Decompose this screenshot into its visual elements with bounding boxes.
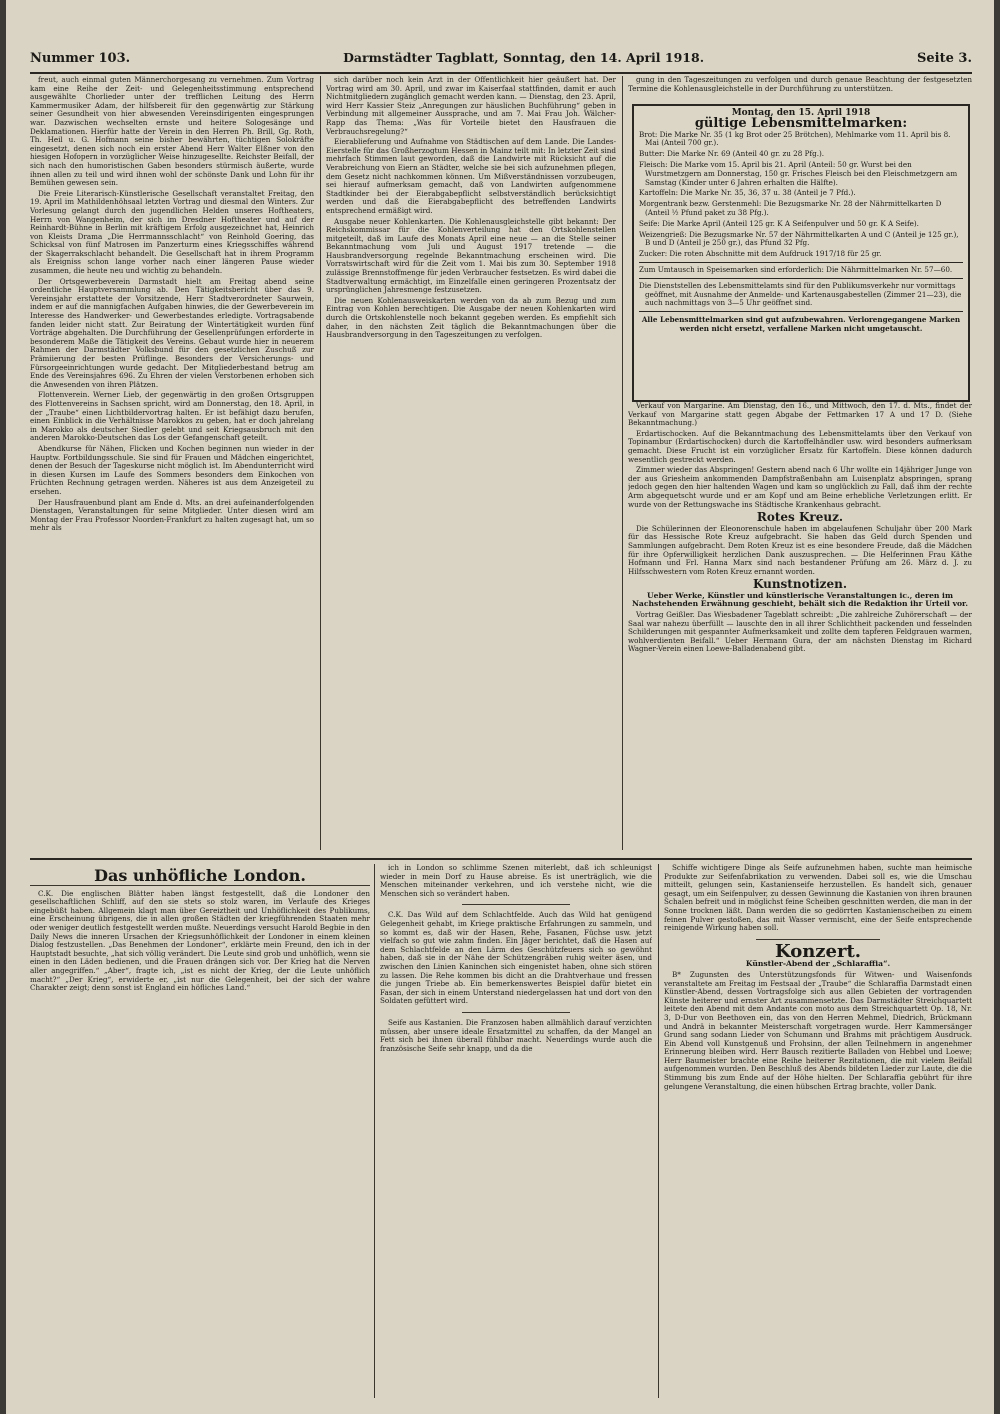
header-rule bbox=[30, 72, 972, 74]
column-divider bbox=[622, 76, 623, 850]
newspaper-page bbox=[6, 0, 994, 1414]
section-rule bbox=[30, 858, 972, 860]
article-paragraph: Vortrag Geißler. Das Wiesbadener Tageblatt schreibt: „Die zahlreiche Zuhörerschaft — der Saal war nahezu überfüllt — lauschte den in all ihrer Schlichtheit packenden und fesselnden Schilderungen mit gespannter Aufmerksamkeit und zollte dem tapferen Feldgrauen warmen, wohlverdienten Beifall.“ Ueber Hermann Gura, der am nächsten Dienstag im Richard Wagner-Verein einen Loewe-Balladenabend gibt. bbox=[628, 610, 972, 654]
article-paragraph: Eierablieferung und Aufnahme von Städtischen auf dem Lande. Die Landes-Eierstelle für das Großherzogtum Hessen in Mainz teilt mit: In letzter Zeit sind mehrfach Stimmen laut geworden, daß die Landwirte mit Rücksicht auf die Verabreichung von Eiern an Städter, welche sie bei sich aufzunehmen pflegen, dem Gesetz nicht nachkommen können. Um Mißverständnissen vorzubeugen, sei hierauf aufmerksam gemacht, daß von Landwirten aufgenommene Stadtkinder bei der Eierabgabepflicht selbstverständlich berücksichtigt werden und daß die Eierabgabepflicht des betreffenden Landwirts entsprechend ermäßigt wird. bbox=[326, 137, 616, 215]
column-3-top bbox=[628, 76, 972, 100]
page-number: Seite 3. bbox=[917, 51, 972, 66]
box-divider bbox=[639, 262, 963, 263]
rotes-kreuz-heading: Rotes Kreuz. bbox=[756, 510, 844, 525]
article-paragraph: freut, auch einmal guten Männerchorgesang zu vernehmen. Zum Vortrag kam eine Reihe der Zeit- und Gelegenheitsstimmung entsprechend ausgewählte Chorlieder unter der trefflichen Leitung des Herrn Kammermusiker Adam, der hilfsbereit für den gegenwärtig zur Stärkung seiner Gesundheit von hier abwesenden Vereinsdirigenten eingesprungen war. Dazwischen wechselten ernste und heitere Sologesänge und Deklamationen. Hierfür hatte der Verein in den Herren Ph. Brill, Gg. Roth, Th. Heil u. G. Hofmann seine bisher bewährten, tüchtigen Solokräfte eingesetzt, denen sich noch ein erster Abend Herr Walter Elßner von den hiesigen Hofopern in vorzüglicher Weise hinzugesellte. Reichster Beifall, der sich nach den humoristischen Gaben besonders stürmisch äußerte, wurde ihnen allen zu teil und wird ihnen wohl der schönste Dank und Lohn für ihr Bemühen gewesen sein. bbox=[30, 76, 314, 188]
coupon-item: Kartoffeln: Die Marke Nr. 35, 36, 37 u. 38 (Anteil je 7 Pfd.). bbox=[639, 188, 856, 198]
article-paragraph: B* Zugunsten des Unterstützungsfonds für Witwen- und Waisenfonds veranstaltete am Freitag im Festsaal der „Traube“ die Schlaraffia Darmstadt einen Künstler-Abend, dessen Vortragsfolge sich aus allen Gebieten der vortragenden Künste heiterer und ernster Art zusammensetzte. Das Darmstädter Streichquartett leitete den Abend mit dem Andante con moto aus dem Streichquartett Op. 18, Nr. 3, D-Dur von Beethoven ein, das von den Herren Mehmel, Diedrich, Brückmann und Andrä in bekannter Meisterschaft vorgetragen wurde. Herr Kammersänger Grund sang sodann Lieder von Schumann und Brahms mit prächtigem Ausdruck. Ein Abend voll Kunstgenuß und Frohsinn, der allen Teilnehmern in angenehmer Erinnerung bleiben wird. Herr Bausch rezitierte Balladen von Hebbel und Loewe; Herr Baumeister brachte eine Reihe heiterer Rezitationen, die mit vielem Beifall aufgenommen wurden. Den Beschluß des Abends bildeten Lieder zur Laute, die die Stimmung bis zum Ende auf der Höhe hielten. Der Schlaraffia gebührt für ihre gelungene Veranstaltung, die einen hübschen Ertrag brachte, voller Dank. bbox=[664, 969, 972, 1091]
article-paragraph: Schiffe wichtigere Dinge als Seife aufzunehmen haben, suchte man heimische Produkte zur Seifenfabrikation zu verwenden. Dabei soll es, wie die Umschau mitteilt, gelungen sein, Kastanienseife herzustellen. Es handelt sich, genauer gesagt, um ein Seifenpulver, zu dessen Gewinnung die Kastanien von ihren braunen Schalen befreit und in möglichst feine Scheiben geschnitten werden, die man in der Sonne trocknen läßt. Dann werden die so gedörrten Kastanienscheiben zu einem feinen Pulver gestoßen, das mit Wasser vermischt, eine der Seife entsprechende reinigende Wirkung haben soll. bbox=[664, 864, 972, 933]
coupon-item: Weizengrieß: Die Bezugsmarke Nr. 57 der Nährmittelkarten A und C (Anteil je 125 gr.), B und D (Anteil je 250 gr.), das Pfund 32 Pfg. bbox=[639, 229, 959, 248]
coupon-item: Morgentrank bezw. Gerstenmehl: Die Bezugsmarke Nr. 28 der Nährmittelkarten D (Anteil ½ Pfund paket zu 38 Pfg.). bbox=[639, 199, 942, 217]
article-paragraph: Der Hausfrauenbund plant am Ende d. Mts. an drei aufeinanderfolgenden Dienstagen, Veranstaltungen für seine Mitglieder. Unter diesen wird am Montag der Frau Professor Noorden-Frankfurt zu halten zugesagt hat, um so mehr als bbox=[30, 497, 314, 533]
london-article bbox=[30, 864, 370, 1398]
konzert-heading: Konzert. bbox=[774, 940, 862, 962]
heading-rule bbox=[30, 885, 370, 886]
short-rule bbox=[756, 939, 879, 940]
column-3 bbox=[628, 402, 972, 850]
box-title: gültige Lebensmittelmarken: bbox=[694, 115, 908, 131]
column-1 bbox=[30, 76, 314, 850]
article-paragraph: ich in London so schlimme Szenen miterlebt, daß ich schleunigst wieder in mein Dorf zu Hause abreise. Es ist unerträglich, wie die Menschen miteinander verkehren, und ich verstehe nicht, wie die Menschen sich so verändert haben. bbox=[380, 864, 652, 898]
article-paragraph: Die Freie Literarisch-Künstlerische Gesellschaft veranstaltet Freitag, den 19. April im Mathildenhöhsaal letzten Vortrag und diesmal den Winters. Zur Vorlesung gelangt durch den jugendlichen Helden unseres Hoftheaters, Herrn von Wangenheim, der sich im Dresdner Hoftheater und auf der Reinhardt-Bühne in Berlin mit kräftigem Erfolg ausgezeichnet hat, Heinrich von Kleists Drama „Die Herrmannsschlacht“ von Reinhold Goering, das Schicksal von fünf Matrosen im Panzerturm eines Kriegsschiffes während der Skagerrakschlacht behandelt. Die Gesellschaft hat in ihrem Programm als Ereigniss schon lange vorher nach einer längeren Pause wieder zusammen, die heute neu und wichtig zu behandeln. bbox=[30, 188, 314, 276]
column-2 bbox=[326, 76, 616, 850]
newspaper-title: Darmstädter Tagblatt, Sonntag, den 14. April 1918. bbox=[343, 50, 705, 65]
coupon-item: Fleisch: Die Marke vom 15. April bis 21. April (Anteil: 50 gr. Wurst bei den Wurstmetzgern am Donnerstag, 150 gr. Frisches Fleisch bei den Fleischmetzgern am Samstag (Kinder unter 6 Jahren erhalten die Hälfte). bbox=[639, 159, 958, 187]
london-heading: Das unhöfliche London. bbox=[94, 866, 306, 885]
article-paragraph: Ausgabe neuer Kohlenkarten. Die Kohlenausgleichstelle gibt bekannt: Der Reichskommissar für die Kohlenverteilung hat den Ortskohlenstellen mitgeteilt, daß im Laufe des Monats April eine neue — an die Stelle seiner Bekanntmachung vom Juli und August 1917 tretende — die Hausbrandversorgung regelnde Bekanntmachung erscheinen wird. Die Vorratswirtschaft wird für die Zeit vom 1. Mai bis zum 30. September 1918 zulässige Brennstoffmenge für jeden Verbraucher festsetzen. Es wird dabei die Stadtverwaltung ermächtigt, im Einzelfalle einen geringeren Prozentsatz der ursprünglichen Jahresmenge festzusetzen. bbox=[326, 216, 616, 295]
article-paragraph: Erdartischocken. Auf die Bekanntmachung des Lebensmittelamts über den Verkauf von Topinambur (Erdartischocken) durch die Kartoffelhändler usw. wird besonders aufmerksam gemacht. Diese Frucht ist ein vorzüglicher Ersatz für Kartoffeln. Diese können dadurch wesentlich gestreckt werden. bbox=[628, 428, 972, 464]
article-paragraph: Der Ortsgewerbeverein Darmstadt hielt am Freitag abend seine ordentliche Hauptversammlung ab. Den Tätigkeitsbericht über das 9. Vereinsjahr erstattete der Vorsitzende, Herr Stadtverordneter Saurwein, indem er auf die mannigfachen Aufgaben hinwies, die der Gewerbeverein im Interesse des Handwerker- und Gewerbestandes erledigte. Vortragsabende fanden leider nicht statt. Zur Beiratung der Wintertätigkeit wurden fünf Vorträge abgehalten. Die Durchführung der Gesellenprüfungen erforderte in besonderem Maße die Tätigkeit des Vereins. Gebaut wurde hier in neuerem Rahmen der Darmstädter Volksbund für den gesetzlichen Zuschuß zur Prämiierung der besten Prüflinge. Besonders der Versicherungs- und Fürsorgeeinrichtungen wurde gedacht. Der Mitgliederbestand betrug am Ende des Vereinsjahres 696. Zu Ehren der vielen Verstorbenen erhoben sich die Anwesenden von ihren Plätzen. bbox=[30, 276, 314, 389]
box-exchange-note: Zum Umtausch in Speisemarken sind erforderlich: Die Nährmittelmarken Nr. 57—60. bbox=[639, 264, 953, 274]
box-divider bbox=[639, 311, 963, 312]
article-paragraph: Die Schülerinnen der Eleonorenschule haben im abgelaufenen Schuljahr über 200 Mark für das Hessische Rote Kreuz aufgebracht. Sie haben das Geld durch Spenden und Sammlungen aufgebracht. Dem Roten Kreuz ist es eine besondere Freude, daß die Mädchen für ihre Opferwilligkeit herzlichen Dank auszusprechen. — Die Helferinnen Frau Käthe Hofmann und Frl. Hanna Marx sind nach bestandener Prüfung am 26. März d. J. zu Hilfsschwestern vom Roten Kreuz ernannt worden. bbox=[628, 523, 972, 576]
issue-number: Nummer 103. bbox=[30, 51, 131, 66]
lower-column-3 bbox=[664, 864, 972, 1398]
kunstnotizen-heading: Kunstnotizen. bbox=[752, 577, 848, 592]
short-rule bbox=[462, 904, 571, 905]
article-paragraph: gung in den Tageszeitungen zu verfolgen und durch genaue Beachtung der festgesetzten Termine die Kohlenausgleichstelle in der Durchführung zu unterstützen. bbox=[628, 76, 972, 93]
coupon-item: Brot: Die Marke Nr. 35 (1 kg Brot oder 25 Brötchen), Mehlmarke vom 11. April bis 8. Mai (Anteil 700 gr.). bbox=[639, 129, 951, 148]
column-divider bbox=[658, 864, 659, 1398]
article-paragraph: C.K. Die englischen Blätter haben längst festgestellt, daß die Londoner den gesellschaftlichen Schliff, auf den sie stets so stolz waren, im Verlaufe des Krieges eingebüßt haben. Allgemein klagt man über Gereiztheit und Unhöflichkeit des Publikums, eine Erscheinung übrigens, die in allen großen Städten der kriegführenden Staaten mehr oder weniger deutlich festgestellt werden mußte. Neuerdings versucht Harold Begbie in den Daily News die inneren Ursachen der Kriegsunhöflichkeit der Londoner in einem kleinen Dialog festzustellen. „Das Benehmen der Londoner“, erklärte mein Freund, den ich in der Hauptstadt besuchte, „hat sich völlig verändert. Die Leute sind grob und unhöflich, wenn sie einen in den Läden bedienen, und die Frauen drängen sich vor. Der Krieg hat die Nerven aller angegriffen.“ „Aber“, fragte ich, „ist es nicht der Krieg, der die Leute unhöflich macht?“ „Der Krieg“, erwiderte er, „ist nur die Gelegenheit, bei der sich der wahre Charakter zeigt; denn sonst ist England ein höfliches Land.“ bbox=[30, 888, 370, 993]
coupon-item: Zucker: Die roten Abschnitte mit dem Aufdruck 1917/18 für 25 gr. bbox=[639, 249, 882, 259]
coupon-item: Seife: Die Marke April (Anteil 125 gr. K A Seifenpulver und 50 gr. K A Seife). bbox=[639, 218, 919, 228]
article-paragraph: Die neuen Kohlenausweiskarten werden von da ab zum Bezug und zum Eintrag von Kohlen berechtigen. Die Ausgabe der neuen Kohlenkarten wird durch die Ortskohlenstelle noch bekannt gegeben werden. Es empfiehlt sich daher, in den nächsten Zeit täglich die Bekanntmachungen über die Hausbrandversorgung in den Tageszeitungen zu verfolgen. bbox=[326, 295, 616, 340]
article-paragraph: Zimmer wieder das Abspringen! Gestern abend nach 6 Uhr wollte ein 14jähriger Junge von der aus Griesheim ankommenden Dampfstraßenbahn am Luisenplatz abspringen, sprang jedoch gegen den hier haltenden Wagen und kam so unglücklich zu Fall, daß ihm der rechte Arm abgequetscht wurde und er am Kopf und am Beine erhebliche Verletzungen erlitt. Er wurde von der Rettungswache ins Städtische Krankenhaus gebracht. bbox=[628, 465, 972, 509]
article-paragraph: Verkauf von Margarine. Am Dienstag, den 16., und Mittwoch, den 17. d. Mts., findet der Verkauf von Margarine statt gegen Abgabe der Fettmarken 17 A und 17 D. (Siehe Bekanntmachung.) bbox=[628, 402, 972, 428]
box-warning: Alle Lebensmittelmarken sind gut aufzubewahren. Verlorengegangene Marken werden nicht ersetzt, verfallene Marken nicht umgetauscht. bbox=[641, 315, 961, 333]
lower-column-2 bbox=[380, 864, 652, 1398]
article-paragraph: Abendkurse für Nähen, Flicken und Kochen beginnen nun wieder in der Hauptw. Fortbildungsschule. Sie sind für Frauen und Mädchen eingerichtet, denen der Besuch der Tageskurse nicht möglich ist. Im Abendunterricht wird in diesen Kursen im Laufe des Sommers besonders dem Einkochen von Früchten Rechnung getragen werden. Näheres ist aus dem Anzeigeteil zu ersehen. bbox=[30, 443, 314, 496]
masthead bbox=[30, 50, 972, 72]
article-paragraph: Flottenverein. Werner Lieb, der gegenwärtig in den großen Ortsgruppen des Flottenvereins in Sachsen spricht, wird am Donnerstag, den 18. April, in der „Traube“ einen Lichtbildervortrag halten. Er ist befähigt dazu berufen, einen Einblick in die Verhältnisse Marokkos zu geben, hat er doch jahrelang in Marokko als deutscher Siedler gelebt und seit Kriegsausbruch mit den anderen Marokko-Deutschen das Los der Gefangenschaft geteilt. bbox=[30, 390, 314, 443]
article-paragraph: sich darüber noch kein Arzt in der Öffentlichkeit hier geäußert hat. Der Vortrag wird am 30. April, und zwar im Kaiserfaal stattfinden, damit er auch Nichtmitgliedern zugänglich gemacht werden kann. — Dienstag, den 23. April, wird Herr Kassier Steiz „Anregungen zur häuslichen Buchführung“ geben in Verbindung mit allgemeiner Aussprache, und am 7. Mai Frau Joh. Wälcher-Rapp das Thema: „Was für Vorteile bietet den Hausfrauen die Verbrauchsregelung?“ bbox=[326, 76, 616, 136]
box-date: Montag, den 15. April 1918 bbox=[731, 108, 871, 118]
ration-coupons-box bbox=[632, 104, 970, 402]
article-paragraph: C.K. Das Wild auf dem Schlachtfelde. Auch das Wild hat genügend Gelegenheit gehabt, im Kriege praktische Erfahrungen zu sammeln, und so kommt es, daß wir der Hasen, Rehe, Fasanen, Füchse usw. jetzt vielfach so gut wie zahm finden. Ein Jäger berichtet, daß die Hasen auf dem Schlachtfelde an den Lärm des Geschützfeuers sich so gewöhnt haben, daß sie in der Nähe der Schützengräben ruhig weiter äsen, und zwischen den Linien Kaninchen sich eingenistet haben, ohne sich stören zu lassen. Die Rehe kommen bis dicht an die Drahtverhaue und fressen die jungen Triebe ab. Ein bemerkenswertes Beispiel dafür bietet ein Fasan, der sich in einem Unterstand niedergelassen hat und dort von den Soldaten gefüttert wird. bbox=[380, 910, 652, 1006]
konzert-subtitle: Künstler-Abend der „Schlaraffia“. bbox=[745, 959, 891, 969]
kunstnotizen-subtitle: Ueber Werke, Künstler und künstlerische Veranstaltungen ic., deren im Nachstehenden Erwähnung geschieht, behält sich die Redaktion ihr Urteil vor. bbox=[631, 590, 969, 609]
box-divider bbox=[639, 278, 963, 279]
box-office-note: Die Dienststellen des Lebensmittelamts sind für den Publikumsverkehr nur vormittags geöffnet, mit Ausnahme der Anmelde- und Kartenausgabestellen (Zimmer 21—23), die auch nachmittags von 3—5 Uhr geöffnet sind. bbox=[639, 280, 962, 308]
article-paragraph: Seife aus Kastanien. Die Franzosen haben allmählich darauf verzichten müssen, aber unsere ideale Ersatzmittel zu schaffen, da der Mangel an Fett sich bei ihnen überall fühlbar macht. Neuerdings wurde auch die französische Seife sehr knapp, und da die bbox=[380, 1017, 652, 1053]
column-divider bbox=[320, 76, 321, 850]
column-divider bbox=[374, 864, 375, 1398]
short-rule bbox=[462, 1012, 571, 1013]
coupon-item: Butter: Die Marke Nr. 69 (Anteil 40 gr. zu 28 Pfg.). bbox=[639, 149, 825, 159]
